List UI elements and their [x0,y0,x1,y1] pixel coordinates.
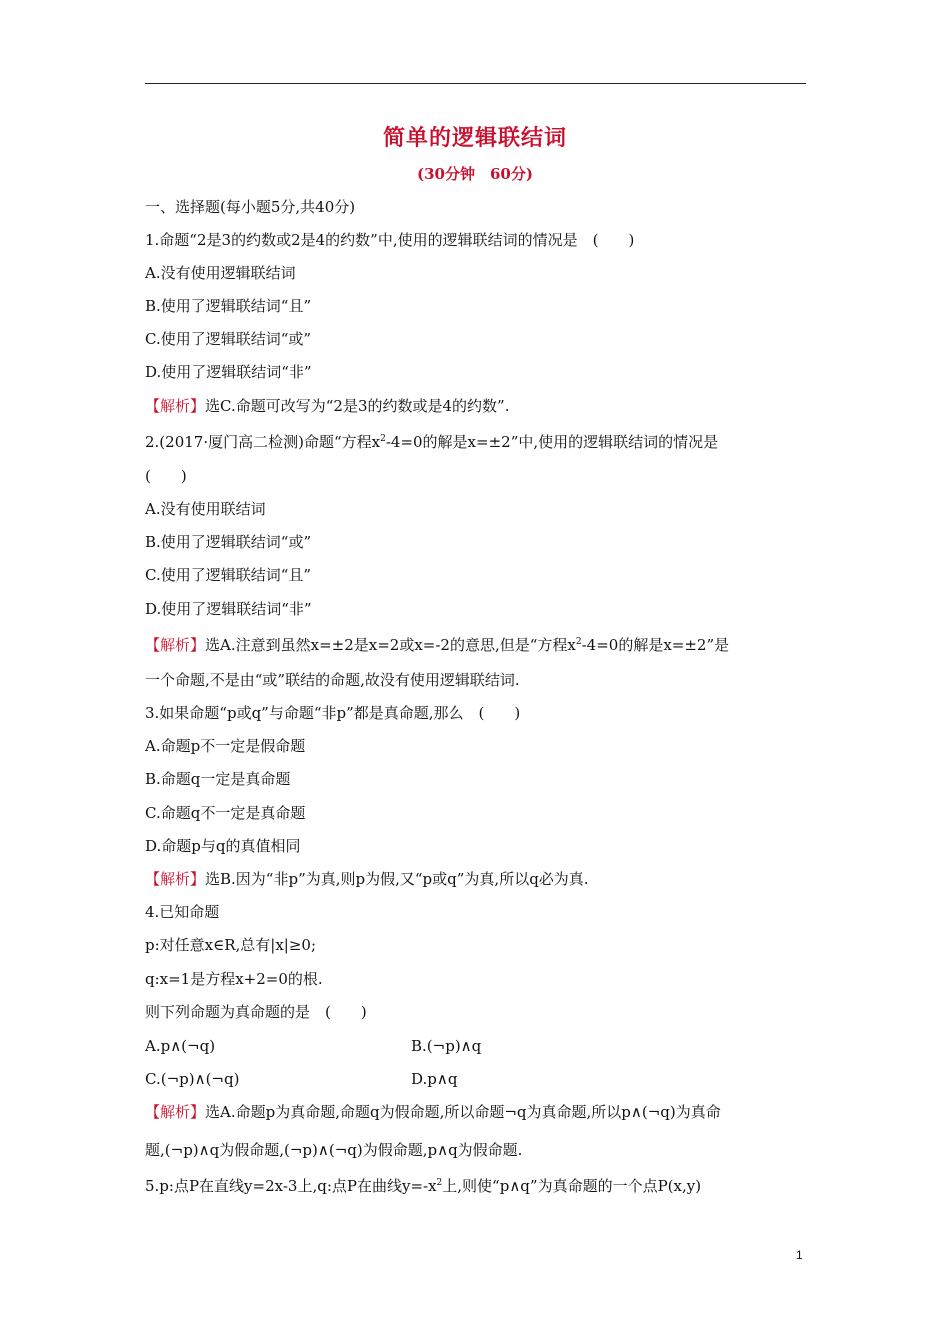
section-heading: 一、选择题(每小题5分,共40分) [145,198,356,216]
q4-option-a: A.p∧(¬q) [145,1037,216,1055]
q4-ask: 则下列命题为真命题的是 ( ) [145,1003,367,1021]
analysis-tag: 【解析】 [145,397,206,415]
page-title: 简单的逻辑联结词 [382,125,567,151]
q1-analysis: 【解析】选C.命题可改写为“2是3的约数或是4的约数”. [145,397,510,415]
header-rule [145,83,806,84]
q3-option-d: D.命题p与q的真值相同 [145,837,301,855]
q2-stem: 2.(2017·厦门高二检测)命题“方程$x^2-4=0$的解是x=±2”中,使用的逻辑联结词的情况是 [145,433,719,451]
q2-option-b: B.使用了逻辑联结词“或” [145,533,312,551]
q4-option-c: C.(¬p)∧(¬q) [145,1070,240,1088]
q4-proposition-q: q:x=1是方程x+2=0的根. [145,970,323,988]
q3-option-c: C.命题q不一定是真命题 [145,804,306,822]
q1-option-c: C.使用了逻辑联结词“或” [145,330,312,348]
q2-analysis: 【解析】选A.注意到虽然x=±2是x=2或x=-2的意思,但是“方程$x^2-4=0$的解是x=±2”是 [145,636,730,654]
q1-option-d: D.使用了逻辑联结词“非” [145,363,312,381]
page-number: 1 [796,1248,803,1262]
q4-analysis-cont: 题,(¬p)∧q为假命题,(¬p)∧(¬q)为假命题,p∧q为假命题. [145,1141,523,1159]
q4-option-b: B.(¬p)∧q [411,1037,482,1055]
q2-option-a: A.没有使用联结词 [145,500,266,518]
q1-option-a: A.没有使用逻辑联结词 [145,264,296,282]
q1-stem: 1.命题“2是3的约数或2是4的约数”中,使用的逻辑联结词的情况是 ( ) [145,231,635,249]
q2-option-d: D.使用了逻辑联结词“非” [145,600,312,618]
q4-proposition-p: p:对任意x∈R,总有|x|≥0; [145,936,317,954]
q2-analysis-cont: 一个命题,不是由“或”联结的命题,故没有使用逻辑联结词. [145,671,520,689]
analysis-tag: 【解析】 [145,870,206,888]
q2-option-c: C.使用了逻辑联结词“且” [145,566,312,584]
q3-option-a: A.命题p不一定是假命题 [145,737,306,755]
q3-analysis: 【解析】选B.因为“非p”为真,则p为假,又“p或q”为真,所以q必为真. [145,870,589,888]
q2-stem-bracket: ( ) [145,467,187,485]
q4-option-d: D.p∧q [411,1070,458,1088]
q5-stem: 5.p:点P在直线y=2x-3上,q:点P在曲线$y=-x^2$上,则使“p∧q”为真命题的一个点P(x,y) [145,1177,702,1195]
analysis-tag: 【解析】 [145,636,206,654]
q1-option-b: B.使用了逻辑联结词“且” [145,297,312,315]
q4-analysis: 【解析】选A.命题p为真命题,命题q为假命题,所以命题¬q为真命题,所以p∧(¬q)为真命 [145,1103,721,1121]
q3-stem: 3.如果命题“p或q”与命题“非p”都是真命题,那么 ( ) [145,704,521,722]
analysis-tag: 【解析】 [145,1103,206,1121]
q3-option-b: B.命题q一定是真命题 [145,770,291,788]
q4-stem: 4.已知命题 [145,903,220,921]
page-subtitle: (30分钟 60分) [417,165,533,183]
